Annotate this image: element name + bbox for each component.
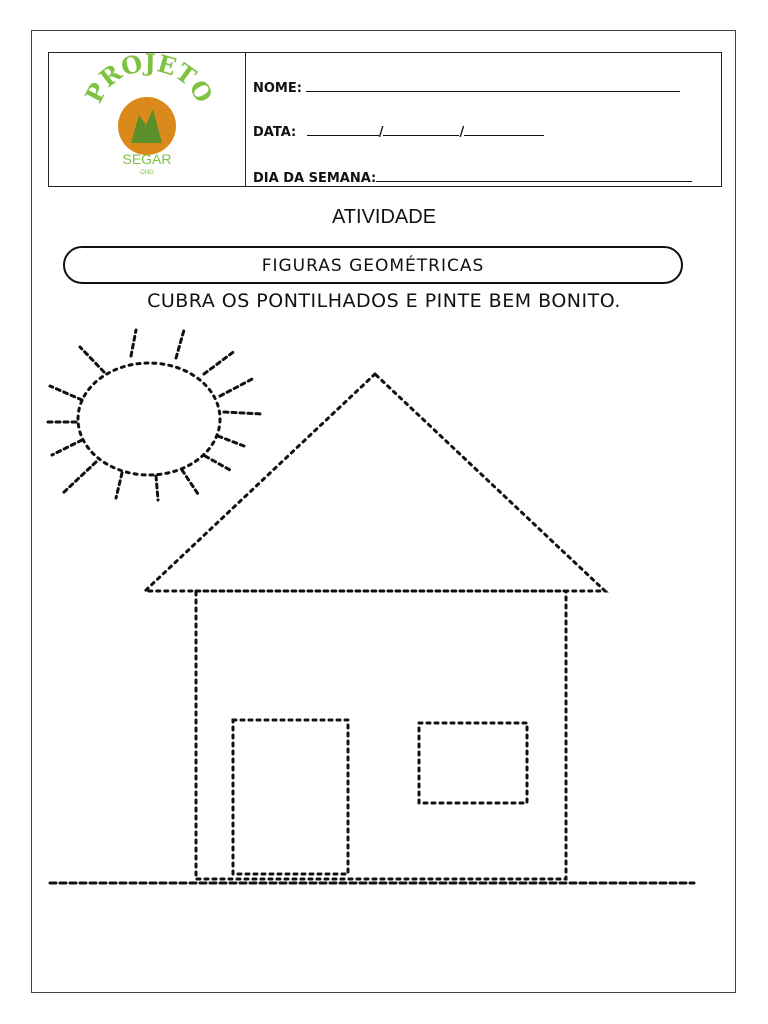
sun-ray — [131, 330, 136, 356]
house-roof — [145, 374, 605, 591]
sun-group — [46, 330, 262, 500]
sun-ray — [156, 476, 158, 500]
sun-ray — [52, 440, 82, 455]
sun-ray — [50, 386, 82, 400]
logo-bottom-text: SEGAR — [122, 151, 172, 167]
sun-ray — [204, 350, 236, 374]
sun-ray — [176, 330, 184, 358]
logo-top-text: PROJETO — [79, 53, 219, 108]
sun-ray — [182, 470, 198, 494]
activity-title: ATIVIDADE — [331, 206, 437, 228]
house-wall — [196, 591, 566, 879]
date-separator-2: / — [459, 125, 465, 140]
date-separator-1: / — [378, 125, 384, 140]
logo-small-text: ONG — [140, 170, 154, 176]
subtitle-text: FIGURAS GEOMÉTRICAS — [261, 256, 485, 276]
sun-ray — [224, 412, 262, 414]
sun-ray — [116, 473, 122, 498]
date-label: DATA: — [253, 125, 297, 140]
house-door — [233, 720, 348, 874]
name-label: NOME: — [253, 81, 302, 96]
sun-ray — [80, 347, 104, 372]
house-window — [419, 723, 527, 803]
sun-ray — [220, 378, 254, 396]
sun-ray — [205, 456, 230, 470]
weekday-label: DIA DA SEMANA: — [253, 171, 377, 186]
instruction-text: CUBRA OS PONTILHADOS E PINTE BEM BONITO. — [147, 290, 621, 312]
sun-ray — [62, 462, 96, 494]
sun-circle — [78, 363, 220, 475]
sun-ray — [218, 436, 244, 446]
